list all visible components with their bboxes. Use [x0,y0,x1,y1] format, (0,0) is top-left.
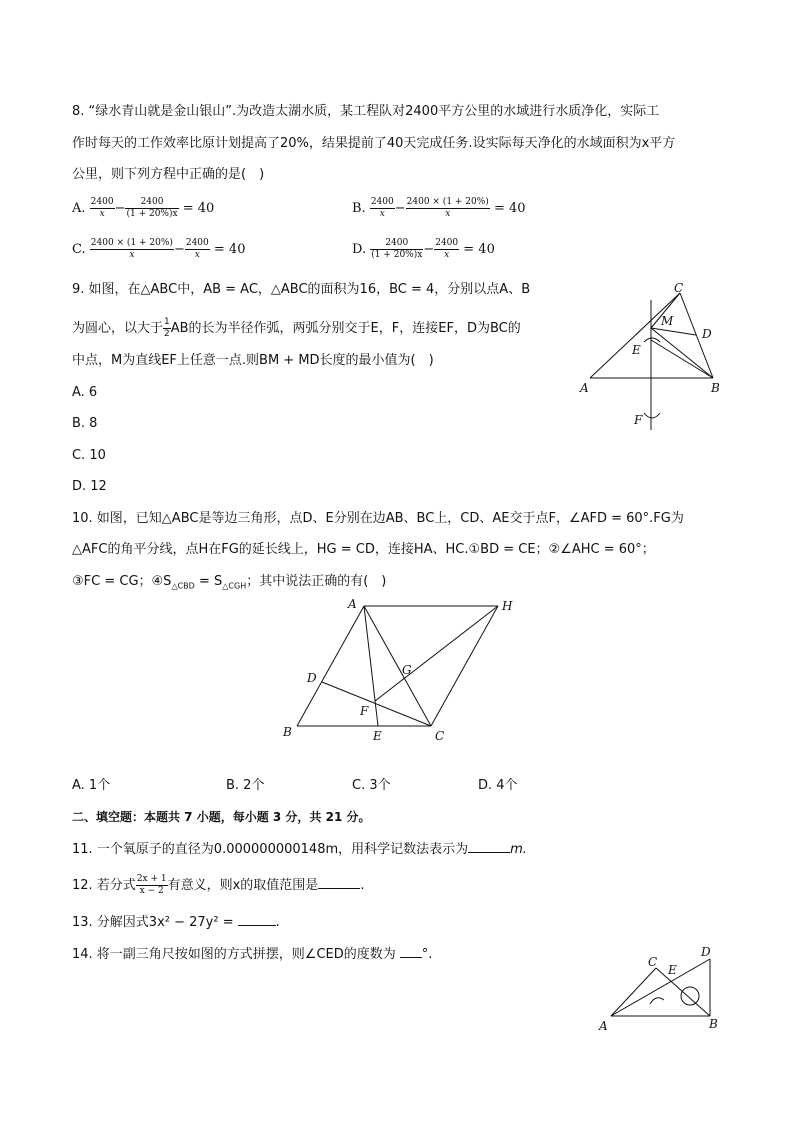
q10-option-a: A. 1个 [72,778,111,793]
q9-line-2: 为圆心，以大于 $\frac{1}{2}$ AB的长为半径作弧，两弧分别交于E，F，连接EF，D为BC的 [72,317,521,339]
q9-segment-eb [651,340,713,378]
q10-line-3: ③FC = CG；$④S_{\triangle CBD} = S_{\triangle CGH}$；其中说法正确的有( ) [72,574,387,591]
q11-answer-blank [468,840,510,853]
q14-label-d: D [701,945,711,959]
q10-label-a: A [348,597,357,611]
q9-label-m: M [661,314,674,328]
q10-label-f: F [360,704,369,718]
q9-option-a: A. 6 [72,385,98,400]
q9-arc-e [644,338,660,342]
q11-line: 11. 一个氧原子的直径为0.000000000148m，用科学记数法表示为 m. [72,842,527,857]
q9-arc-f [644,413,660,418]
q9-label-c: C [674,281,684,295]
q12-line: 12. 若分式 $\frac{2x + 1}{x - 2}$ 有意义，则x的取值范围是 . [72,874,365,896]
q9-line-1: 9. 如图，在△ABC中，AB = AC，△ABC的面积为16，BC = 4，分别以点A、B [72,282,531,297]
q8-option-b: B. $\frac{2400}{x}$ − $\frac{2400 \times (1 + 20\%)}{x}$ = 40 [352,197,526,219]
q9-label-a: A [580,381,589,395]
q10-label-d: D [307,671,317,685]
q10-line-1: 10. 如图，已知△ABC是等边三角形，点D、E分别在边AB、BC上，CD、AE交于点F，∠AFD = 60°.FG为 [72,511,684,526]
q14-edge-cb [656,968,710,1016]
q9-option-c: C. 10 [72,448,106,463]
q10-option-c: C. 3个 [352,778,391,793]
q9-option-d: D. 12 [72,479,107,494]
q14-label-c: C [648,955,658,969]
q8-line-3: 公里，则下列方程中正确的是( ) [72,167,265,182]
section-heading: 二、填空题：本题共 7 小题，每小题 3 分，共 21 分。 [72,810,371,824]
q12-answer-blank [318,876,360,889]
q10-edge-ab [297,606,364,726]
q14-answer-blank [400,945,422,958]
q14-label-b: B [709,1017,718,1031]
q9-label-d: D [702,327,712,341]
q8-option-c: C. $\frac{2400 \times (1 + 20\%)}{x}$ − $\frac{2400}{x}$ = 40 [72,238,246,260]
q9-triangle-figure [570,278,760,438]
q9-option-b: B. 8 [72,416,98,431]
q8-option-a: A. $\frac{2400}{x}$ − $\frac{2400}{(1 + 20\%)x}$ = 40 [72,197,215,219]
q8-line-2: 作时每天的工作效率比原计划提高了20%，结果提前了40天完成任务.设实际每天净化的水域面积为x平方 [72,136,676,151]
q9-label-e: E [632,343,641,357]
q14-edge-ac [611,968,656,1016]
q10-label-c: C [435,729,445,743]
q13-line: 13. 分解因式3x² − 27y² = . [72,915,280,930]
q9-edge-ac [590,293,680,378]
q8-line-1: 8. “绿水青山就是金山银山”.为改造太湖水质，某工程队对2400平方公里的水域进行水质净化，实际工 [72,104,660,119]
q10-label-g: G [402,663,412,677]
q8-option-d: D. $\frac{2400}{(1 + 20\%)x}$ − $\frac{2400}{x}$ = 40 [352,238,495,260]
q14-inner-arc [650,998,664,1004]
q10-option-d: D. 4个 [478,778,518,793]
q14-label-a: A [599,1019,608,1033]
q14-set-squares-figure [590,940,730,1040]
q10-label-h: H [502,599,513,613]
q14-circle-hole [681,987,699,1005]
q10-label-b: B [283,725,292,739]
q10-figure [270,592,530,752]
q14-edge-ad [611,959,710,1016]
q10-label-e: E [373,729,382,743]
q9-label-f: F [634,413,643,427]
q9-line-3: 中点，M为直线EF上任意一点.则BM + MD长度的最小值为( ) [72,353,434,368]
q13-answer-blank [238,913,276,926]
q10-segment-fh [375,606,498,701]
q14-line: 14. 将一副三角尺按如图的方式拼摆，则∠CED的度数为 °. [72,947,433,962]
q9-label-b: B [711,381,720,395]
q10-option-b: B. 2个 [226,778,265,793]
q10-segment-dc [322,682,431,726]
q10-line-2: △AFC的角平分线，点H在FG的延长线上，HG = CD，连接HA、HC.①BD = CE；②∠AHC = 60°； [72,542,655,557]
q14-label-e: E [668,963,677,977]
q10-edge-hc [431,606,498,726]
